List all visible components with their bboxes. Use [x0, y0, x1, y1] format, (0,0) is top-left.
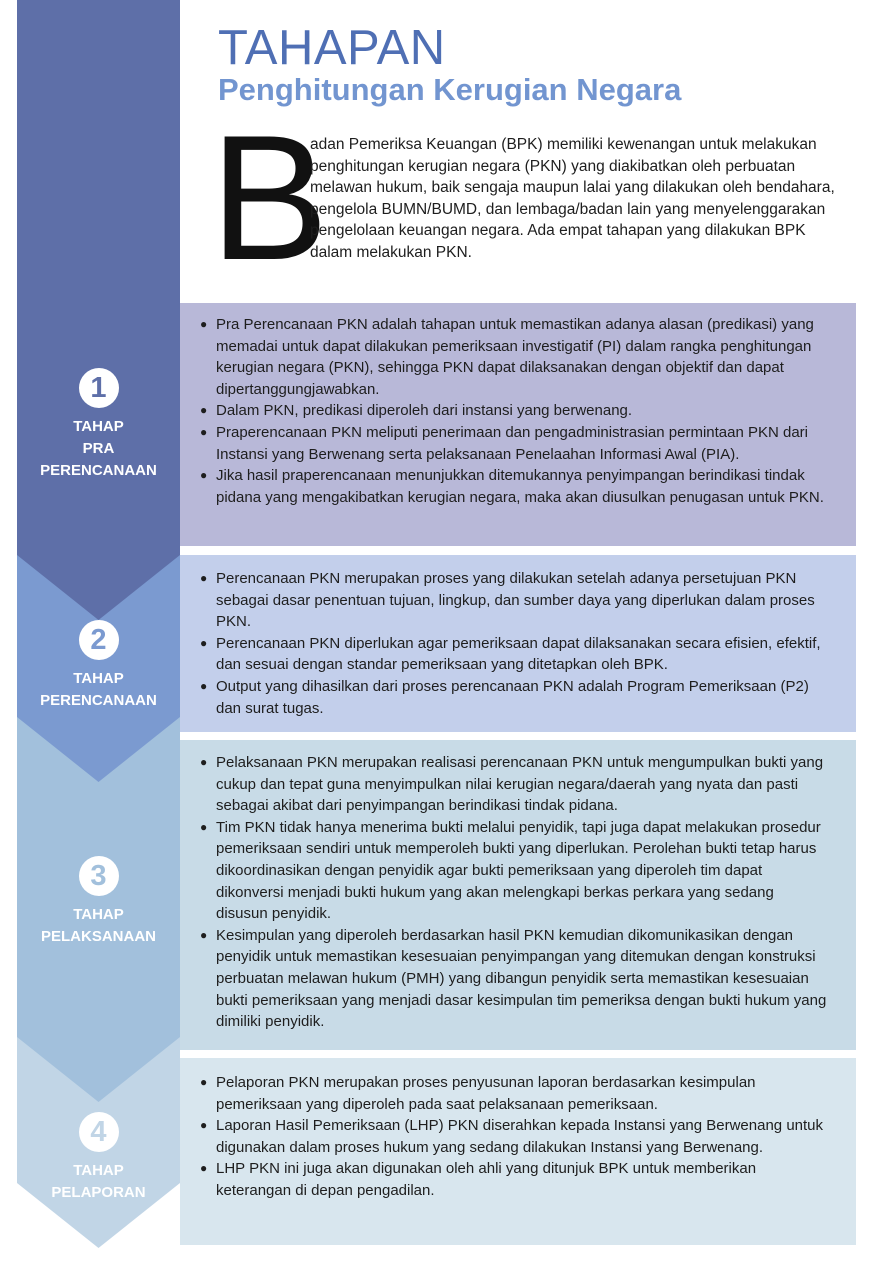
stage-3-point: ● Kesimpulan yang diperoleh berdasarkan hasil PKN kemudian dikomunikasikan dengan penyidik untuk memastikan kesesuaian penyimpangan yang ditemukan dengan konstruksi perbuatan melawan hukum (PMH) yang dibangun penyidik serta memastikan kesesuaian bukti pemeriksaan yang menjadi dasar kesimpulan tim pemeriksa dengan bukti hukum yang dimiliki penyidik.: [200, 925, 828, 1033]
drop-cap: B: [210, 98, 329, 297]
stage-2-point: ● Output yang dihasilkan dari proses perencanaan PKN adalah Program Pemeriksaan (P2) dan surat tugas.: [200, 676, 828, 719]
stage-3-label: [17, 856, 180, 948]
stage-2-point: ● Perencanaan PKN merupakan proses yang dilakukan setelah adanya persetujuan PKN sebagai dasar penentuan tujuan, lingkup, dan sumber daya yang diperlukan dalam proses PKN.: [200, 568, 828, 633]
stage-1-label-line1: TAHAP: [73, 418, 124, 435]
stage-1-label-line3: PERENCANAAN: [40, 462, 157, 479]
stage-4-label-line2: PELAPORAN: [51, 1184, 146, 1201]
page-subtitle: Penghitungan Kerugian Negara: [218, 72, 682, 107]
stage-2-points: [200, 568, 828, 719]
stage-2-label-line2: PERENCANAAN: [40, 692, 157, 709]
stage-2-point: ● Perencanaan PKN diperlukan agar pemeriksaan dapat dilaksanakan secara efisien, efektif, dan sesuai dengan standar pemeriksaan yang ditetapkan oleh BPK.: [200, 633, 828, 676]
stage-1-point: ● Dalam PKN, predikasi diperoleh dari instansi yang berwenang.: [200, 400, 828, 422]
stage-4-points: [200, 1072, 828, 1202]
stage-2-number: 2: [79, 620, 119, 660]
page-title: TAHAPAN: [218, 21, 446, 75]
stage-3-label-line2: PELAKSANAAN: [40, 928, 156, 945]
stage-3-point: ● Tim PKN tidak hanya menerima bukti melalui penyidik, tapi juga dapat melakukan prosedur pemeriksaan sendiri untuk memperoleh bukti yang diperlukan. Perolehan bukti tetap harus dikoordinasikan dengan penyidik agar bukti pemeriksaan yang diperoleh tim dapat dikonversi menjadi bukti hukum yang akan melengkapi berkas perkara yang sedang disusun penyidik.: [200, 817, 828, 925]
stage-3-points: [200, 752, 828, 1033]
stage-4-point: ● LHP PKN ini juga akan digunakan oleh ahli yang ditunjuk BPK untuk memberikan keterangan di depan pengadilan.: [200, 1158, 828, 1201]
stage-1-point: ● Jika hasil praperencanaan menunjukkan ditemukannya penyimpangan berindikasi tindak pidana yang mengakibatkan kerugian negara, maka akan diusulkan penugasan untuk PKN.: [200, 465, 828, 508]
intro-paragraph: adan Pemeriksa Keuangan (BPK) memiliki kewenangan untuk melakukan penghitungan kerugian negara (PKN) yang diakibatkan oleh perbuatan melawan hukum, baik sengaja maupun lalai yang dilakukan oleh bendahara, pengelola BUMN/BUMD, dan lembaga/badan lain yang menyelenggarakan pengelolaan keuangan negara. Ada empat tahapan yang dilakukan BPK dalam melakukan PKN.: [310, 136, 835, 261]
stage-4-point: ● Laporan Hasil Pemeriksaan (LHP) PKN diserahkan kepada Instansi yang Berwenang untuk digunakan dalam proses hukum yang sedang dilakukan Instansi yang Berwenang.: [200, 1115, 828, 1158]
stage-1-point: ● Pra Perencanaan PKN adalah tahapan untuk memastikan adanya alasan (predikasi) yang memadai untuk dapat dilakukan pemeriksaan investigatif (PI) dalam rangka penghitungan kerugian negara (PKN), sehingga PKN dapat dilaksanakan dengan objektif dan dapat dipertanggungjawabkan.: [200, 314, 828, 400]
stage-4-label-line1: TAHAP: [73, 1162, 124, 1179]
stage-1-number: 1: [79, 368, 119, 408]
stage-4-label: [17, 1112, 180, 1204]
stage-1-point: ● Praperencanaan PKN meliputi penerimaan dan pengadministrasian permintaan PKN dari Instansi yang Berwenang serta pelaksanaan Penelaahan Informasi Awal (PIA).: [200, 422, 828, 465]
stage-3-point: ● Pelaksanaan PKN merupakan realisasi perencanaan PKN untuk mengumpulkan bukti yang cukup dan tepat guna menyimpulkan nilai kerugian negara/daerah yang nyata dan pasti sebagai akibat dari penyimpangan berindikasi tindak pidana.: [200, 752, 828, 817]
stage-3-number: 3: [79, 856, 119, 896]
stage-4-number: 4: [79, 1112, 119, 1152]
stage-1-label: [17, 368, 180, 482]
stage-4-point: ● Pelaporan PKN merupakan proses penyusunan laporan berdasarkan kesimpulan pemeriksaan yang diperoleh pada saat pelaksanaan pemeriksaan.: [200, 1072, 828, 1115]
stage-1-label-line2: PRA: [82, 440, 115, 457]
stage-2-label-line1: TAHAP: [73, 670, 124, 687]
stage-3-label-line1: TAHAP: [73, 906, 124, 923]
stage-1-arrow: [17, 0, 180, 620]
stage-1-points: [200, 314, 828, 508]
stage-2-label: [17, 620, 180, 712]
